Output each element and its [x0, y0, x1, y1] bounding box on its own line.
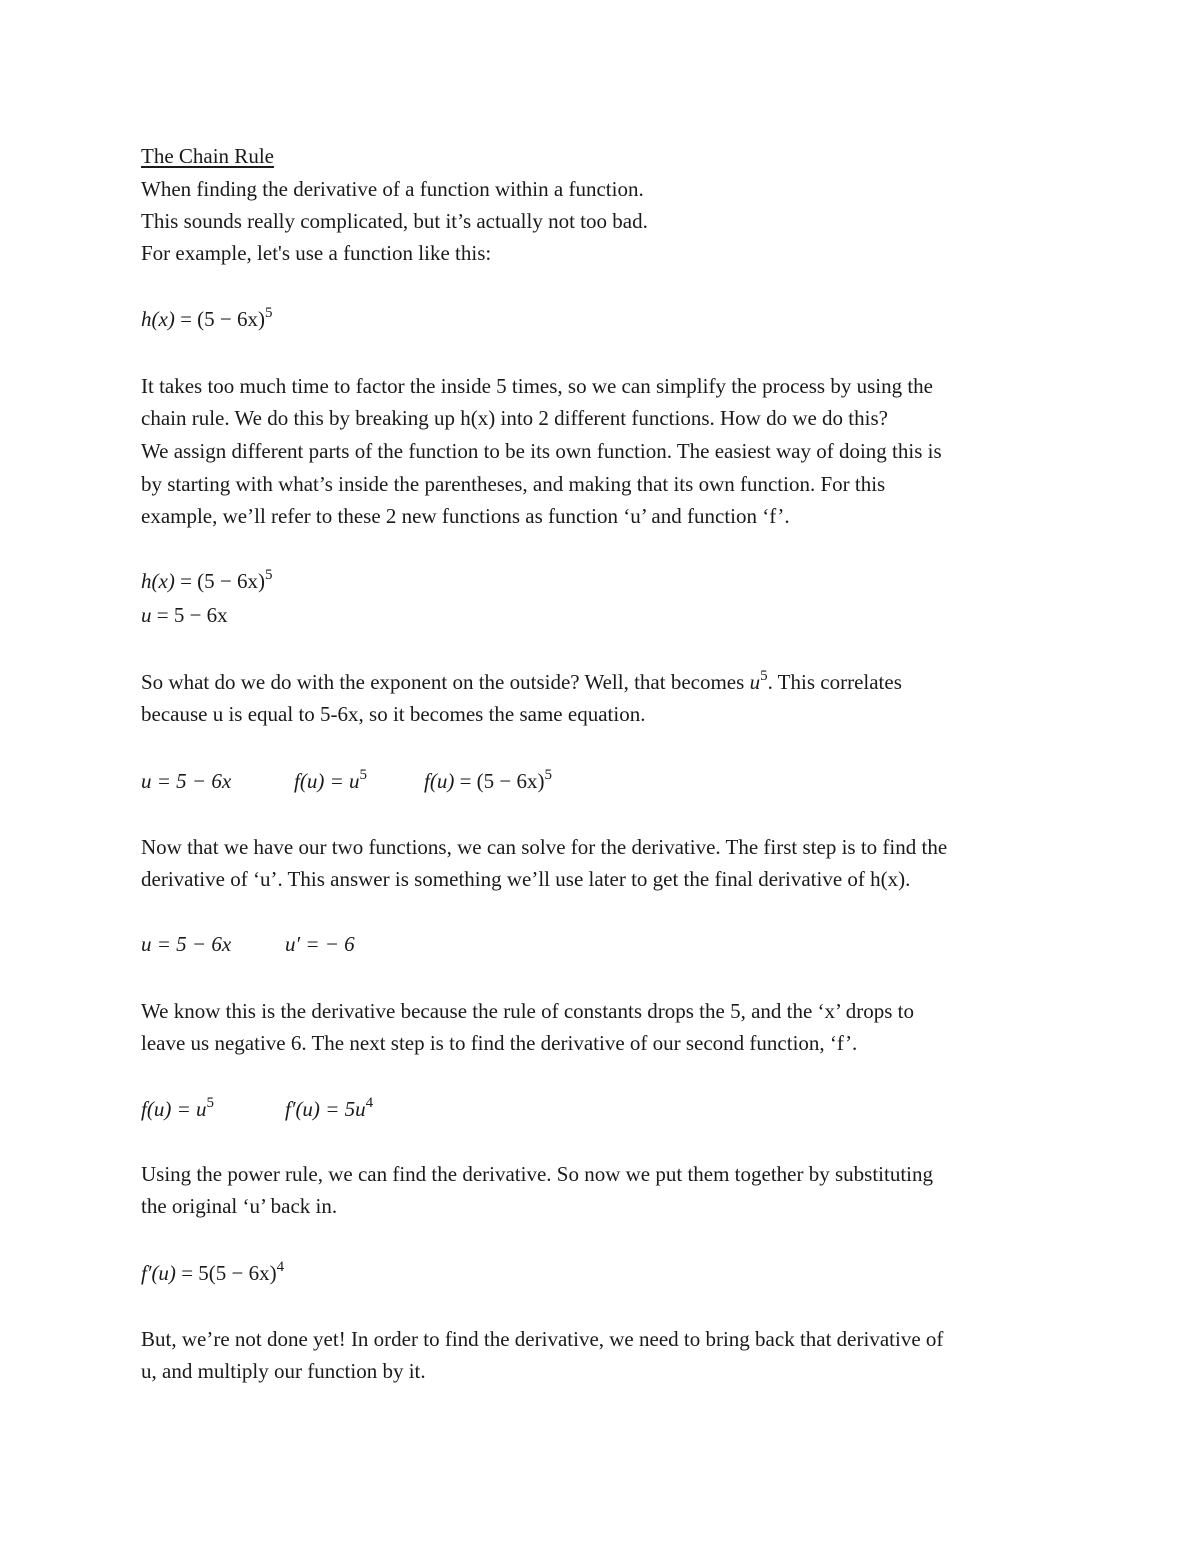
eq6-a-lhs: f: [141, 1097, 147, 1121]
eq6-b-lhs: f′: [285, 1097, 296, 1121]
eq2-lhs: h: [141, 569, 152, 593]
equation-f-of-u: [294, 768, 367, 794]
eq7-rhs: = 5(5 − 6x): [175, 1261, 277, 1285]
para6-line-2: the original ‘u’ back in.: [141, 1194, 338, 1218]
para3-inline-u: u: [749, 670, 761, 694]
equation-h-of-x-repeat: [141, 568, 273, 594]
eq4-c-lhs: f: [424, 769, 430, 793]
eq4-b-lhs: f: [294, 769, 300, 793]
eq4-b-arg: (u): [299, 769, 325, 793]
para3-text-after: . This correlates: [767, 670, 902, 694]
para2-line-5: example, we’ll refer to these 2 new functions as function ‘u’ and function ‘f’.: [141, 504, 790, 528]
intro-line-2: This sounds really complicated, but it’s actually not too bad.: [141, 209, 648, 233]
para2-line-1: It takes too much time to factor the inside 5 times, so we can simplify the process by using the: [141, 374, 934, 398]
para3-line-2: because u is equal to 5-6x, so it becomes the same equation.: [141, 702, 646, 726]
para7-line-1: But, we’re not done yet! In order to find the derivative, we need to bring back that derivative of: [141, 1327, 944, 1351]
equation-u-prime: [285, 931, 355, 957]
equation-f-of-u-power: [141, 1096, 214, 1122]
eq6-a-rhs: = u: [171, 1097, 207, 1121]
equation-f-prime-of-u: [285, 1096, 373, 1122]
eq4-c-exponent: 5: [544, 767, 553, 783]
eq4-b-rhs: = u: [324, 769, 360, 793]
eq6-b-exponent: 4: [365, 1095, 374, 1111]
equation-f-of-u-substituted: [424, 768, 552, 794]
eq1-lhs: h: [141, 307, 152, 331]
equation-h-of-x: [141, 306, 273, 332]
eq6-a-exponent: 5: [206, 1095, 215, 1111]
eq4-a: u = 5 − 6x: [141, 769, 232, 793]
para2-line-4: by starting with what’s inside the parentheses, and making that its own function. For this: [141, 472, 886, 496]
eq3-lhs: u: [141, 603, 152, 627]
eq1-arg: (x): [151, 307, 175, 331]
equation-u: [141, 602, 228, 628]
eq1-rhs: = (5 − 6x): [174, 307, 265, 331]
para2-line-3: We assign different parts of the function to be its own function. The easiest way of doing this is: [141, 439, 942, 463]
para6-line-1: Using the power rule, we can find the derivative. So now we put them together by substituting: [141, 1162, 934, 1186]
para4-line-2: derivative of ‘u’. This answer is something we’ll use later to get the final derivative of h(x).: [141, 867, 911, 891]
eq1-exponent: 5: [265, 305, 273, 321]
eq2-exponent: 5: [265, 567, 273, 583]
eq2-rhs: = (5 − 6x): [174, 569, 265, 593]
eq4-c-rhs: = (5 − 6x): [454, 769, 545, 793]
equation-u-again: [141, 931, 231, 957]
para3-text-before: So what do we do with the exponent on the outside? Well, that becomes: [141, 670, 750, 694]
intro-line-3: For example, let's use a function like this:: [141, 241, 492, 265]
eq6-b-arg: (u): [295, 1097, 320, 1121]
eq7-exponent: 4: [276, 1259, 285, 1275]
eq3-rhs: = 5 − 6x: [151, 603, 228, 627]
para7-line-2: u, and multiply our function by it.: [141, 1359, 426, 1383]
eq7-lhs: f′: [141, 1261, 152, 1285]
equation-f-prime-substituted: [141, 1260, 284, 1286]
eq7-arg: (u): [151, 1261, 176, 1285]
equation-u-row: [141, 768, 231, 794]
eq4-b-exponent: 5: [359, 767, 368, 783]
eq6-a-arg: (u): [146, 1097, 172, 1121]
intro-line-1: When finding the derivative of a function within a function.: [141, 177, 644, 201]
para3-inline-exponent: 5: [760, 668, 768, 684]
eq4-c-arg: (u): [429, 769, 455, 793]
eq5-a: u = 5 − 6x: [141, 932, 232, 956]
eq5-b: u′ = − 6: [285, 932, 355, 956]
para5-line-1: We know this is the derivative because the rule of constants drops the 5, and the ‘x’ drops to: [141, 999, 914, 1023]
para5-line-2: leave us negative 6. The next step is to find the derivative of our second function, ‘f’.: [141, 1031, 858, 1055]
document-title: The Chain Rule: [141, 144, 274, 168]
eq6-b-rhs: = 5u: [319, 1097, 366, 1121]
para4-line-1: Now that we have our two functions, we can solve for the derivative. The first step is to find the: [141, 835, 948, 859]
para2-line-2: chain rule. We do this by breaking up h(x) into 2 different functions. How do we do this?: [141, 406, 888, 430]
para3-line-1: [141, 669, 902, 695]
eq2-arg: (x): [151, 569, 175, 593]
